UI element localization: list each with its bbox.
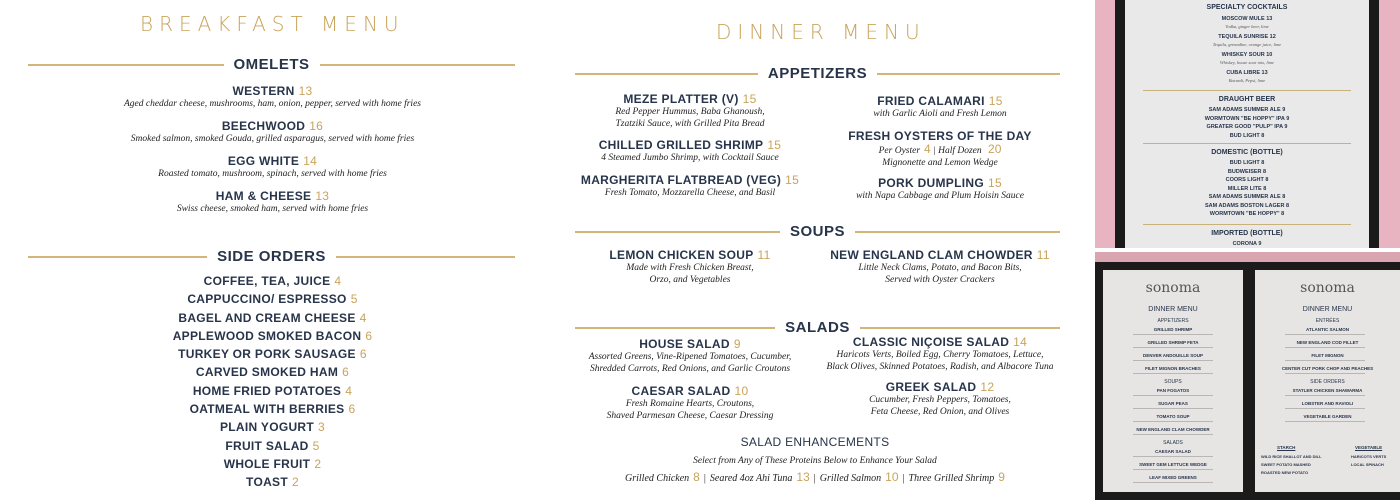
card-item-desc-placeholder: [1133, 408, 1213, 409]
item-description: Aged cheddar cheese, mushrooms, ham, onion, pepper, served with home fries: [123, 99, 421, 109]
card-item: VEGETABLE GARDEN: [1303, 414, 1352, 419]
card-item: CENTER CUT PORK CHOP AND PEACHES: [1281, 366, 1374, 371]
breakfast-menu-title: BREAKFAST MENU: [140, 12, 405, 36]
item-price: 16: [309, 119, 324, 133]
draught-heading: DRAUGHT BEER: [1218, 96, 1276, 103]
menu-item: [805, 380, 1075, 418]
item-name-text: TOAST: [246, 475, 288, 490]
menu-item: [570, 248, 810, 286]
card-section-heading: SALADS: [1163, 440, 1183, 446]
card-item-desc-placeholder: [1133, 456, 1213, 457]
card-item-desc-placeholder: [1133, 347, 1213, 348]
item-name-text: BEECHWOOD: [221, 119, 306, 133]
item-name: [570, 173, 810, 187]
side-order-item: [30, 345, 515, 363]
item-name-text: TURKEY OR PORK SAUSAGE: [178, 347, 356, 362]
item-description: Tzatziki Sauce, with Grilled Pita Bread: [615, 119, 765, 129]
item-name-text: FRIED CALAMARI: [877, 94, 985, 108]
item-price: 20: [988, 142, 1002, 156]
card-item-desc-placeholder: [1285, 347, 1365, 348]
item-name-text: GREEK SALAD: [885, 380, 977, 394]
card-item: PAN FOGATOS: [1156, 388, 1190, 393]
side-order-item: HARICOTS VERTS: [1351, 454, 1387, 459]
item-name: [805, 335, 1075, 349]
item-name-text: CLASSIC NIÇOISE SALAD: [852, 335, 1010, 349]
menu-item: [570, 173, 810, 199]
item-price: 15: [785, 173, 800, 187]
item-price: 10: [734, 384, 749, 398]
enhancement-price: 9: [998, 470, 1005, 484]
divider: [860, 327, 1060, 329]
item-price: 15: [987, 176, 1002, 190]
desc-text: Per Oyster: [878, 146, 921, 156]
dinner-card-left: [1103, 270, 1243, 492]
card-item-desc-placeholder: [1285, 408, 1365, 409]
menu-item: [805, 335, 1075, 373]
draught-item: SAM ADAMS SUMMER ALE 9: [1208, 107, 1286, 113]
item-price: 6: [342, 365, 350, 380]
card-section-heading: SIDE ORDERS: [1310, 379, 1345, 385]
dinner-card-right: [1255, 270, 1400, 492]
item-name-text: CAPPUCCINO/ ESPRESSO: [187, 292, 347, 307]
item-name-text: HOUSE SALAD: [639, 337, 730, 351]
appetizers-heading: [575, 65, 1060, 82]
item-description: Shredded Carrots, Red Onions, and Garlic Croutons: [589, 364, 791, 374]
card-title: DINNER MENU: [1148, 306, 1198, 313]
separator: |: [902, 473, 905, 484]
card-section-heading: SOUPS: [1164, 379, 1182, 385]
side-orders-list: [30, 272, 515, 492]
item-description: Assorted Greens, Vine-Ripened Tomatoes, Cucumber,: [588, 352, 792, 362]
card-item-desc-placeholder: [1285, 373, 1365, 374]
item-price: 4: [924, 142, 931, 156]
side-order-item: [30, 400, 515, 418]
side-order-item: WILD RICE SHALLOT AND DILL: [1261, 454, 1322, 459]
card-item-desc-placeholder: [1133, 469, 1213, 470]
card-item: LOBSTER AND RAVIOLI: [1301, 401, 1354, 406]
item-name-text: HAM & CHEESE: [215, 189, 312, 203]
item-price: 12: [980, 380, 995, 394]
item-description: Shaved Parmesan Cheese, Caesar Dressing: [606, 411, 774, 421]
menu-item: [570, 384, 810, 422]
domestic-heading: DOMESTIC (BOTTLE): [1211, 149, 1283, 156]
cocktail-desc: Tequila, grenadine, orange juice, lime: [1212, 42, 1282, 47]
divider: [320, 64, 516, 66]
cocktail-desc: Vodka, ginger beer, lime: [1225, 24, 1269, 29]
divider: [1143, 90, 1351, 91]
divider: [575, 73, 758, 75]
cocktail-name: TEQUILA SUNRISE 12: [1218, 34, 1276, 40]
side-order-item: [30, 327, 515, 345]
side-order-item: [30, 309, 515, 327]
salad-enhancements-options: [570, 471, 1060, 485]
item-name: [805, 380, 1075, 394]
side-column-heading: VEGETABLE: [1355, 445, 1383, 450]
dinner-menu-panel: [570, 0, 1090, 500]
item-name-text: APPLEWOOD SMOKED BACON: [172, 328, 362, 343]
soups-heading: [575, 223, 1060, 240]
item-price: 6: [348, 402, 356, 417]
card-item-desc-placeholder: [1285, 395, 1365, 396]
enhancement-name: Seared 4oz Ahi Tuna: [709, 473, 793, 484]
drinks-menu-photo: [1095, 0, 1400, 248]
card-section-heading: APPETIZERS: [1157, 318, 1189, 324]
item-price: 13: [315, 189, 330, 203]
item-description: Haricots Verts, Boiled Egg, Cherry Tomatoes, Lettuce,: [836, 350, 1044, 360]
card-item: TOMATO SOUP: [1156, 414, 1190, 419]
cocktail-desc: Bacardi, Pepsi, lime: [1228, 78, 1266, 83]
menu-item: [820, 176, 1060, 202]
card-item: ATLANTIC SALMON: [1306, 327, 1349, 332]
imported-heading: IMPORTED (BOTTLE): [1211, 229, 1283, 237]
item-description: Cucumber, Fresh Peppers, Tomatoes,: [869, 395, 1011, 405]
desc-text: | Half Dozen: [930, 146, 985, 156]
enhancement-price: 13: [796, 470, 810, 484]
item-description: Roasted tomato, mushroom, spinach, served with home fries: [158, 169, 387, 179]
card-item: GRILLED SHRIMP: [1153, 327, 1193, 332]
item-price: 4: [359, 310, 367, 325]
card-item: FILET MIGNON BRACHES: [1145, 366, 1201, 371]
breakfast-menu-panel: [0, 0, 545, 500]
item-name: [30, 119, 515, 133]
domestic-item: COORS LIGHT 8: [1225, 177, 1269, 183]
item-price: 11: [757, 248, 771, 262]
menu-item: [30, 84, 515, 110]
menu-item: [820, 94, 1060, 120]
item-description: Smoked salmon, smoked Gouda, grilled asparagus, served with home fries: [130, 134, 415, 144]
side-orders-heading: [28, 248, 515, 265]
item-price: 15: [742, 92, 757, 106]
item-description: with Garlic Aioli and Fresh Lemon: [873, 109, 1007, 119]
separator: |: [813, 473, 816, 484]
domestic-item: WORMTOWN "BE HOPPY" 8: [1209, 211, 1285, 217]
item-description: 4 Steamed Jumbo Shrimp, with Cocktail Sauce: [601, 153, 779, 163]
item-price: 14: [1013, 335, 1028, 349]
domestic-item: BUD LIGHT 8: [1229, 160, 1265, 166]
card-item: NEW ENGLAND CLAM CHOWDER: [1136, 427, 1210, 432]
item-description: Mignonette and Lemon Wedge: [882, 158, 998, 168]
divider: [336, 256, 515, 258]
domestic-item: BUDWEISER 8: [1227, 168, 1267, 175]
side-order-item: [30, 418, 515, 436]
card-item: LEAF MIXED GREENS: [1149, 475, 1197, 480]
enhancement-name: Grilled Chicken: [625, 473, 690, 484]
item-price: 2: [291, 475, 299, 490]
item-description: Swiss cheese, smoked ham, served with home fries: [176, 204, 369, 214]
divider: [1143, 143, 1351, 144]
item-name: [570, 248, 810, 262]
card-item: GRILLED SHRIMP FETA: [1147, 340, 1199, 345]
side-order-item: [30, 473, 515, 491]
divider: [28, 256, 207, 258]
enhancement-price: 8: [693, 470, 700, 484]
divider: [575, 231, 780, 233]
item-price: 6: [359, 347, 367, 362]
item-name-text: PLAIN YOGURT: [219, 420, 315, 435]
item-description: Red Pepper Hummus, Baba Ghanoush,: [615, 107, 765, 117]
card-item: SWEET GEM LETTUCE WEDGE: [1139, 462, 1207, 467]
divider: [28, 64, 224, 66]
enhancement-price: 10: [885, 470, 899, 484]
side-order-item: SWEET POTATO MASHED: [1261, 462, 1311, 467]
item-name-text: COFFEE, TEA, JUICE: [203, 274, 331, 288]
item-description: Feta Cheese, Red Onion, and Olives: [870, 407, 1010, 417]
dinner-menu-title: DINNER MENU: [716, 20, 926, 44]
item-price: 9: [733, 337, 741, 351]
item-price: 4: [345, 383, 353, 398]
side-order-item: [30, 455, 515, 473]
card-item-desc-placeholder: [1285, 334, 1365, 335]
side-order-item: [30, 363, 515, 381]
cocktails-heading: SPECIALTY COCKTAILS: [1206, 4, 1288, 11]
item-price: 4: [334, 274, 342, 288]
item-price: 11: [1036, 248, 1050, 262]
cocktail-name: WHISKEY SOUR 10: [1221, 52, 1273, 58]
draught-item: WORMTOWN "BE HOPPY" IPA 9: [1204, 115, 1290, 122]
item-name: [30, 154, 515, 168]
item-price: 15: [767, 138, 782, 152]
cocktail-name: MOSCOW MULE 13: [1221, 16, 1273, 22]
side-order-item: [30, 290, 515, 308]
omelets-heading-label: OMELETS: [233, 56, 310, 73]
salad-enhancements: [570, 435, 1060, 485]
salad-enhancements-intro: Select from Any of These Proteins Below to Enhance Your Salad: [693, 456, 937, 466]
restaurant-logo: sonoma: [1145, 280, 1201, 296]
drinks-card: [1125, 0, 1369, 248]
item-name-text: MEZE PLATTER (V): [623, 92, 739, 106]
card-title: DINNER MENU: [1302, 306, 1353, 313]
card-item-desc-placeholder: [1285, 421, 1365, 422]
cocktail-desc: Whiskey, house sour mix, lime: [1219, 60, 1275, 65]
appetizers-heading-label: APPETIZERS: [767, 65, 868, 82]
item-price: 3: [318, 420, 326, 435]
domestic-item: MILLER LITE 8: [1227, 185, 1267, 192]
card-item: STATLER CHICKEN SHAWARMA: [1292, 388, 1363, 393]
item-name: [30, 189, 515, 203]
side-order-item: LOCAL SPINACH: [1351, 462, 1384, 467]
item-name-text: FRUIT SALAD: [225, 438, 309, 453]
menu-item: [570, 138, 810, 164]
item-name-text: CHILLED GRILLED SHRIMP: [598, 138, 764, 152]
item-name-text: NEW ENGLAND CLAM CHOWDER: [830, 248, 1033, 262]
salads-heading-label: SALADS: [785, 319, 850, 336]
dinner-menus-photo: [1095, 252, 1400, 500]
soups-heading-label: SOUPS: [790, 223, 846, 240]
menu-item: [30, 189, 515, 215]
imported-item: CORONA 9: [1232, 240, 1262, 247]
menu-item: [570, 92, 810, 130]
card-item-desc-placeholder: [1133, 360, 1213, 361]
item-price: 5: [350, 292, 358, 307]
enhancement-name: Three Grilled Shrimp: [908, 473, 995, 484]
item-description: Made with Fresh Chicken Breast,: [626, 263, 754, 273]
card-item-desc-placeholder: [1285, 360, 1365, 361]
domestic-item: SAM ADAMS SUMMER ALE 8: [1208, 194, 1286, 200]
card-item-desc-placeholder: [1133, 482, 1213, 483]
item-name-text: CAESAR SALAD: [631, 384, 731, 398]
divider: [575, 327, 775, 329]
salads-heading: [575, 319, 1060, 336]
item-description: [820, 143, 1060, 157]
item-name: [820, 248, 1060, 262]
draught-item: GREATER GOOD "PULP" IPA 9: [1206, 124, 1288, 130]
menu-item: [30, 119, 515, 145]
card-item: SUGAR PEAS: [1158, 401, 1188, 406]
item-name: [570, 337, 810, 351]
card-item-desc-placeholder: [1133, 373, 1213, 374]
item-name: [570, 92, 810, 106]
item-price: 13: [298, 84, 313, 98]
item-description: Little Neck Clams, Potato, and Bacon Bits,: [858, 263, 1022, 273]
card-item-desc-placeholder: [1133, 395, 1213, 396]
side-order-item: ROASTED NEW POTATO: [1261, 470, 1309, 475]
enhancement-name: Grilled Salmon: [819, 473, 882, 484]
draught-item: BUD LIGHT 8: [1229, 132, 1265, 139]
side-orders-heading-label: SIDE ORDERS: [217, 248, 326, 265]
item-description: Served with Oyster Crackers: [885, 275, 995, 285]
side-order-item: [30, 272, 515, 290]
card-item-desc-placeholder: [1133, 434, 1213, 435]
divider: [877, 73, 1060, 75]
card-item: FILET MIGNON: [1311, 353, 1344, 358]
menu-item: [820, 129, 1060, 169]
item-name-text: MARGHERITA FLATBREAD (VEG): [580, 173, 782, 187]
domestic-item: SAM ADAMS BOSTON LAGER 8: [1204, 202, 1290, 209]
item-price: 6: [365, 328, 373, 343]
item-description: with Napa Cabbage and Plum Hoisin Sauce: [856, 191, 1024, 201]
item-name-text: EGG WHITE: [227, 154, 300, 168]
side-column-heading: STARCH: [1277, 445, 1296, 450]
item-description: Fresh Romaine Hearts, Croutons,: [625, 399, 755, 409]
item-name-text: OATMEAL WITH BERRIES: [189, 402, 345, 417]
item-price: 14: [303, 154, 318, 168]
side-order-item: [30, 437, 515, 455]
restaurant-logo: sonoma: [1300, 280, 1355, 296]
item-name: [820, 129, 1060, 143]
item-name-text: HOME FRIED POTATOES: [192, 383, 342, 398]
item-name-text: WHOLE FRUIT: [223, 456, 311, 471]
menu-item: [30, 154, 515, 180]
item-description: Fresh Tomato, Mozzarella Cheese, and Basil: [604, 188, 776, 198]
item-description: Black Olives, Skinned Potatoes, Radish, and Albacore Tuna: [826, 362, 1054, 372]
item-name: [570, 384, 810, 398]
card-item-desc-placeholder: [1133, 334, 1213, 335]
side-order-item: [30, 382, 515, 400]
item-price: 5: [312, 438, 320, 453]
item-name-text: FRESH OYSTERS OF THE DAY: [848, 129, 1032, 143]
divider: [855, 231, 1060, 233]
salad-enhancements-heading: SALAD ENHANCEMENTS: [740, 435, 890, 449]
item-name-text: LEMON CHICKEN SOUP: [609, 248, 754, 262]
item-name: [820, 94, 1060, 108]
item-name-text: CARVED SMOKED HAM: [195, 365, 339, 380]
item-name-text: BAGEL AND CREAM CHEESE: [178, 310, 356, 325]
item-price: 15: [988, 94, 1003, 108]
item-price: 2: [314, 456, 322, 471]
item-name-text: WESTERN: [232, 84, 295, 98]
item-name: [30, 84, 515, 98]
item-description: Orzo, and Vegetables: [649, 275, 731, 285]
divider: [1143, 224, 1351, 225]
menu-item: [820, 248, 1060, 286]
item-name-text: PORK DUMPLING: [878, 176, 984, 190]
cocktail-name: CUBA LIBRE 13: [1226, 70, 1268, 76]
item-name: [570, 138, 810, 152]
item-name: [820, 176, 1060, 190]
card-item: NEW ENGLAND COD FILLET: [1296, 340, 1359, 345]
omelets-heading: [28, 56, 515, 73]
card-item: CAESAR SALAD: [1155, 449, 1191, 454]
separator: |: [703, 473, 706, 484]
card-item-desc-placeholder: [1133, 421, 1213, 422]
card-section-heading: ENTRÉES: [1315, 318, 1340, 324]
menu-item: [570, 337, 810, 375]
card-item: DENVER ANDOUILLE SOUP: [1142, 353, 1204, 358]
